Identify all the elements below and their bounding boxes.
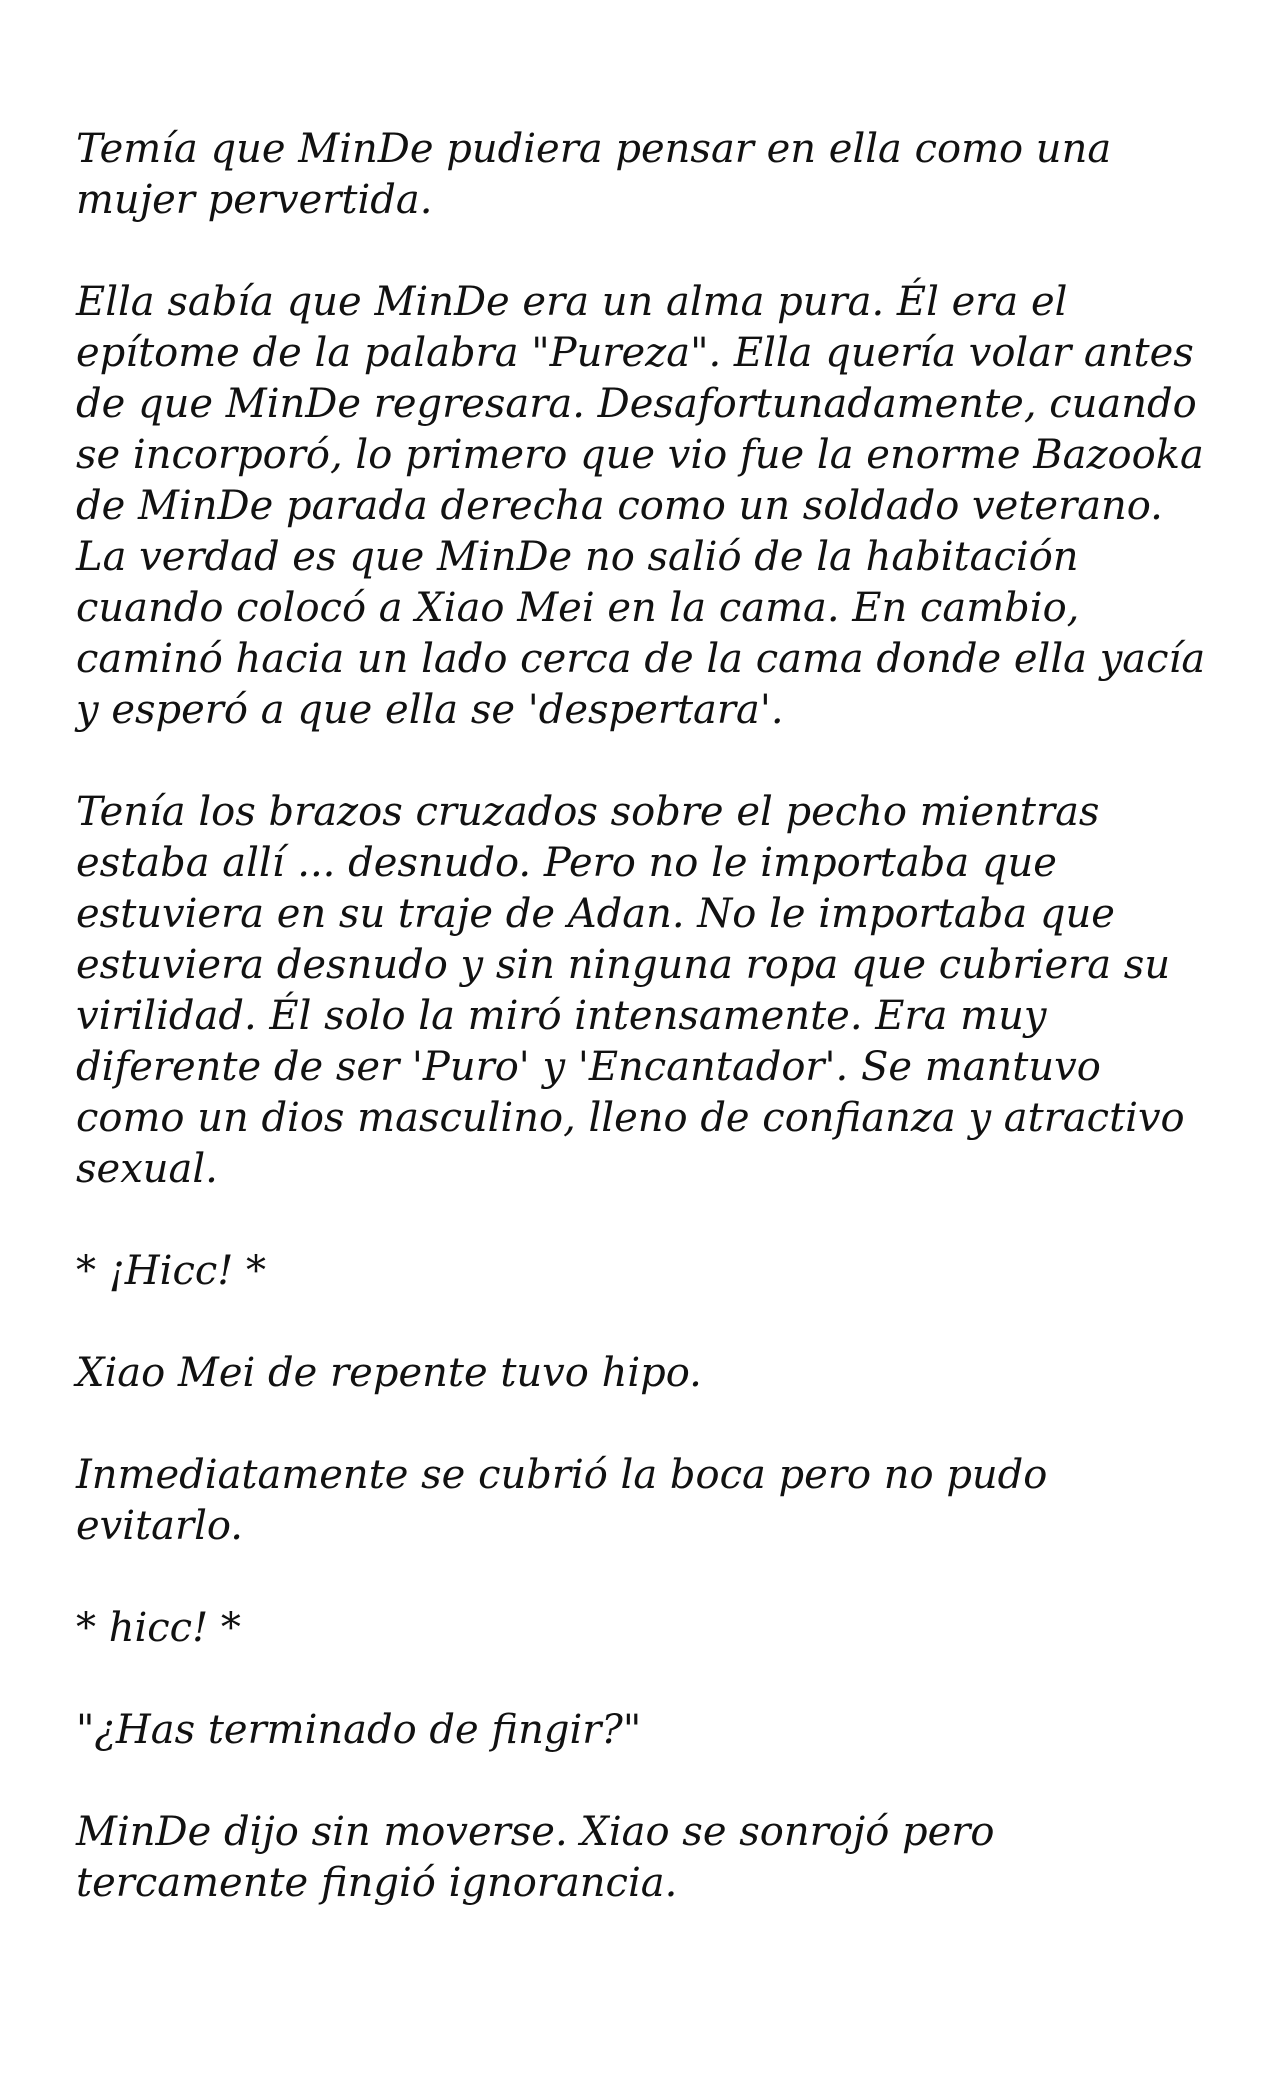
paragraph-3: Tenía los brazos cruzados sobre el pecho mientras estaba allí ... desnudo. Pero no le importaba que estuviera en su traje de Adan. No le importaba que estuviera desnudo y sin ninguna ropa que cubriera su virilidad. Él solo la miró intensamente. Era muy diferente de ser 'Puro' y 'Encantador'. Se mantuvo como un dios masculino, lleno de confianza y atractivo sexual. xyxy=(76,789,1185,1192)
paragraph-2: Ella sabía que MinDe era un alma pura. Él era el epítome de la palabra "Pureza". Ella quería volar antes de que MinDe regresara. Desafortunadamente, cuando se incorporó, lo primero que vio fue la enorme Bazooka de MinDe parada derecha como un soldado veterano. La verdad es que MinDe no salió de la habitación cuando colocó a Xiao Mei en la cama. En cambio, caminó hacia un lado cerca de la cama donde ella yacía y esperó a que ella se 'despertara'. xyxy=(76,279,1206,733)
paragraph-1: Temía que MinDe pudiera pensar en ella como una mujer pervertida. xyxy=(76,126,1112,223)
paragraph-8: "¿Has terminado de fingir?" xyxy=(76,1707,642,1753)
paragraph-5: Xiao Mei de repente tuvo hipo. xyxy=(76,1350,702,1396)
paragraph-4: * ¡Hicc! * xyxy=(76,1248,267,1294)
document-page xyxy=(76,124,1216,1960)
paragraph-6: Inmediatamente se cubrió la boca pero no pudo evitarlo. xyxy=(76,1452,1048,1549)
paragraph-9: MinDe dijo sin moverse. Xiao se sonrojó pero tercamente fingió ignorancia. xyxy=(76,1809,995,1906)
paragraph-7: * hicc! * xyxy=(76,1605,241,1651)
